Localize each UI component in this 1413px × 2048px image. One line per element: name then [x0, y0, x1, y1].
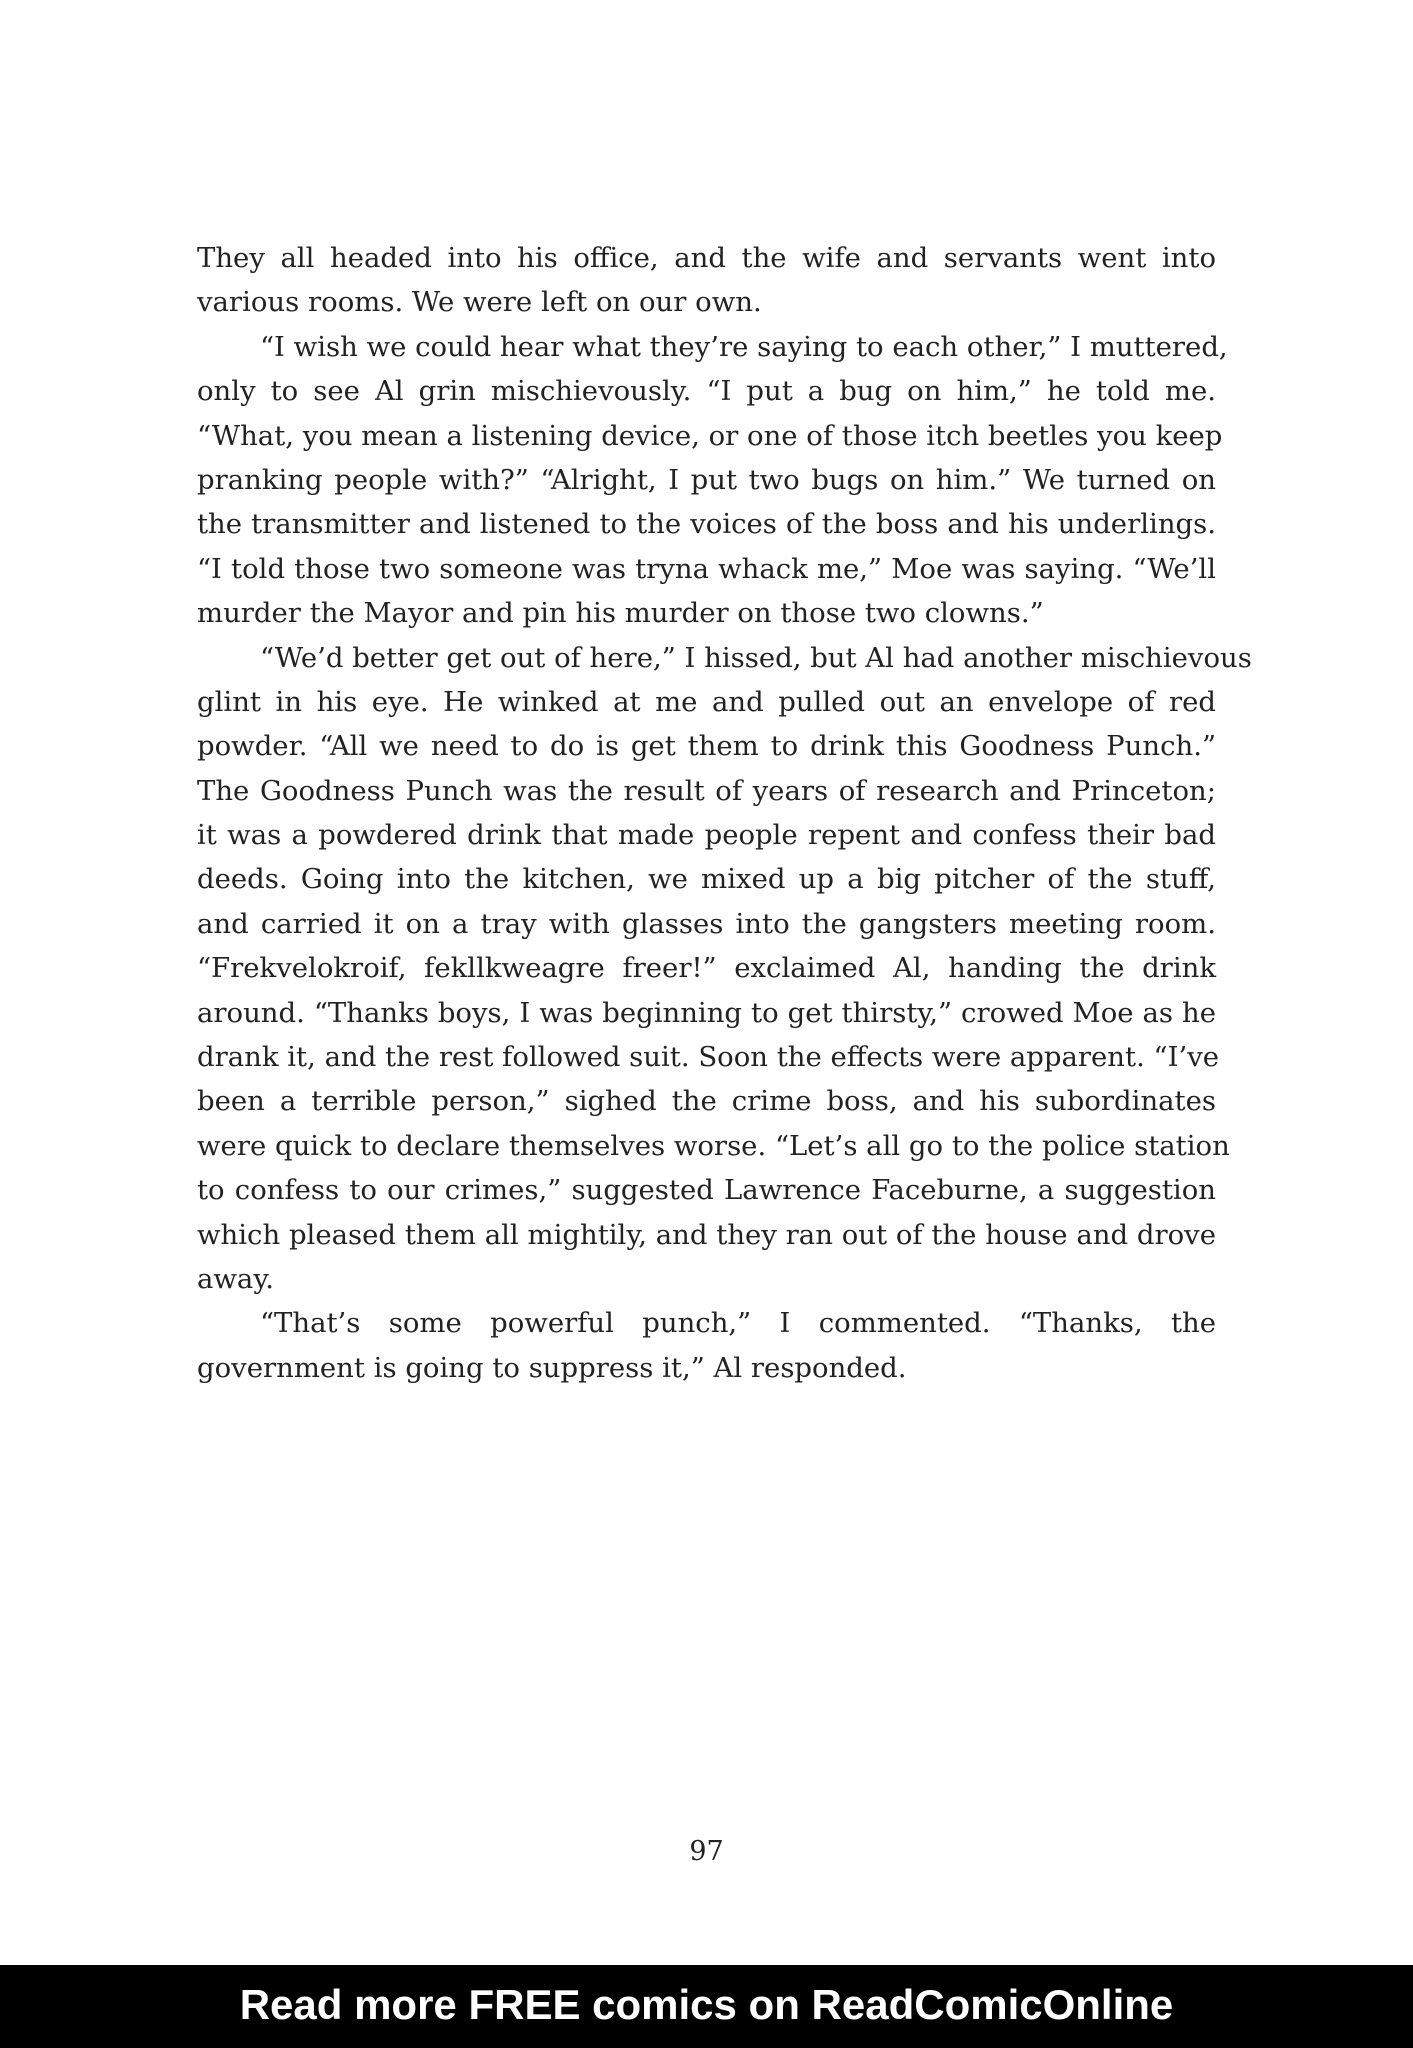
text-line: “Frekvelokroif, fekllkweagre freer!” exclaimed Al, handing the drink: [197, 952, 1216, 985]
text-line: murder the Mayor and pin his murder on those two clowns.”: [197, 597, 1044, 630]
text-line: and carried it on a tray with glasses into the gangsters meeting room.: [197, 907, 1216, 940]
page-number: 97: [689, 1836, 724, 1867]
text-line: away.: [197, 1262, 274, 1295]
text-line: it was a powdered drink that made people repent and confess their bad: [197, 819, 1216, 852]
text-line: been a terrible person,” sighed the crime boss, and his subordinates: [197, 1085, 1216, 1118]
text-line: to confess to our crimes,” suggested Lawrence Faceburne, a suggestion: [197, 1174, 1216, 1207]
text-line: “I wish we could hear what they’re saying to each other,” I muttered,: [260, 330, 1228, 363]
text-line: pranking people with?” “Alright, I put two bugs on him.” We turned on: [197, 463, 1216, 496]
text-line: The Goodness Punch was the result of years of research and Princeton;: [197, 774, 1216, 807]
body-text: [197, 236, 1252, 1390]
text-line: government is going to suppress it,” Al responded.: [197, 1351, 907, 1384]
text-line: “I told those two someone was tryna whack me,” Moe was saying. “We’ll: [197, 552, 1216, 585]
text-line: were quick to declare themselves worse. “Let’s all go to the police station: [197, 1129, 1230, 1162]
text-line: deeds. Going into the kitchen, we mixed up a big pitcher of the stuff,: [197, 863, 1216, 896]
text-line: various rooms. We were left on our own.: [197, 286, 762, 319]
text-line: which pleased them all mightily, and they ran out of the house and drove: [197, 1218, 1216, 1251]
text-line: around. “Thanks boys, I was beginning to get thirsty,” crowed Moe as he: [197, 996, 1216, 1029]
text-line: drank it, and the rest followed suit. Soon the effects were apparent. “I’ve: [197, 1041, 1220, 1074]
text-line: only to see Al grin mischievously. “I put a bug on him,” he told me.: [197, 375, 1216, 408]
text-line: They all headed into his office, and the wife and servants went into: [197, 242, 1216, 274]
text-line: powder. “All we need to do is get them to drink this Goodness Punch.”: [197, 730, 1216, 763]
text-line: “What, you mean a listening device, or one of those itch beetles you keep: [197, 419, 1223, 452]
promo-banner-link[interactable]: Read more FREE comics on ReadComicOnline: [0, 1965, 1413, 2048]
text-line: glint in his eye. He winked at me and pulled out an envelope of red: [197, 685, 1216, 718]
text-line: “We’d better get out of here,” I hissed, but Al had another mischievous: [260, 641, 1252, 674]
text-line: “That’s some powerful punch,” I commented. “Thanks, the: [260, 1307, 1216, 1340]
text-line: the transmitter and listened to the voices of the boss and his underlings.: [197, 508, 1216, 541]
